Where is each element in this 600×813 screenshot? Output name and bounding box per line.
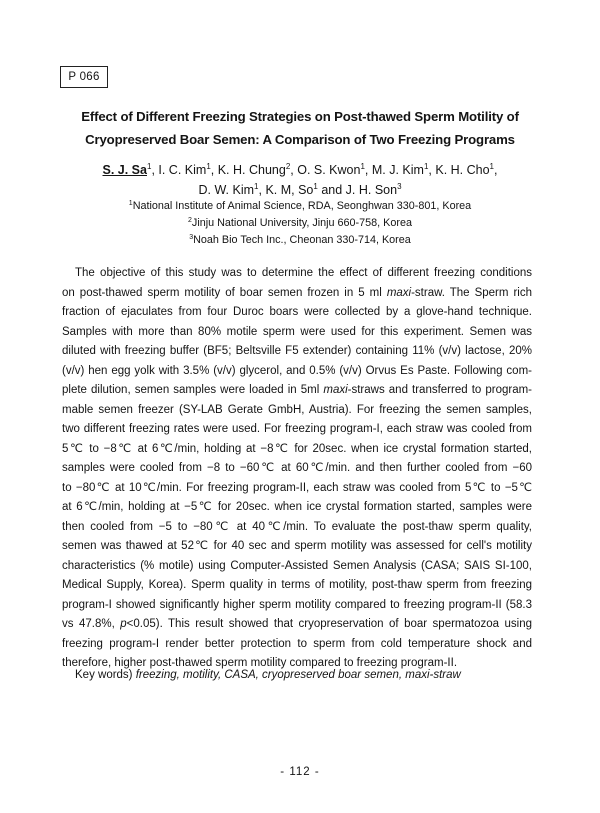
- abstract-line: samples were cooled from −8 to −60℃ at 60℃/min. and then further cooled from −60: [62, 462, 532, 474]
- abstract-line: then cooled from −5 to −80℃ at 40℃/min. To evaluate the post-thaw sperm quality,: [62, 520, 532, 533]
- abstract-line: therefore, higher post-thawed sperm motility compared to freezing program-II.: [62, 657, 458, 669]
- abstract-line: characteristics (% motile) using Computer-Assisted Semen Analysis (CASA; SAIS SI-100,: [62, 559, 532, 572]
- abstract-line: mable semen freezer (SY-LAB Gerate GmbH, Austria). For freezing the semen samples,: [62, 403, 532, 416]
- affiliation: $^1$National Institute of Animal Science, RDA, Seonghwan 330-801, Korea: [128, 200, 472, 212]
- abstract-line: semen was thawed at 52℃ for 40 sec and sperm motility was assessed for cell's motility: [62, 540, 532, 552]
- author: D. W. Kim: [198, 183, 255, 197]
- abstract-line: diluted with freezing buffer (BF5; Beltsville F5 extender) containing 11% (v/v) lactose, 20%: [62, 345, 532, 357]
- author: J. H. Son: [345, 183, 398, 197]
- keywords-label: Key words): [75, 669, 133, 681]
- author-line-2: D. W. Kim$^1$, K. M, So$^1$ and J. H. Son$^3$: [198, 182, 402, 197]
- affiliation: $^2$Jinju National University, Jinju 660-758, Korea: [188, 217, 412, 229]
- author: K. H. Chung: [217, 163, 286, 177]
- abstract-line: Samples with more than 80% motile sperm were used for this experiment. Semen was: [62, 325, 532, 338]
- abstract-line: Medical Supply, Korea). Sperm quality in terms of motility, post-thaw sperm from freezing: [62, 579, 532, 591]
- title-line-2: Cryopreserved Boar Semen: A Comparison of Two Freezing Programs: [85, 132, 515, 147]
- abstract-body: [62, 264, 532, 674]
- abstract-line: fraction of ejaculates from four Duroc boars were collected by a glove-hand technique.: [62, 306, 532, 318]
- author: O. S. Kwon: [297, 163, 361, 177]
- abstract-line: (v/v) hen egg yolk with 3.5% (v/v) glycerol, and 0.5% (v/v) Orvus Es Paste. Following com-: [62, 364, 532, 377]
- keywords-terms: freezing, motility, CASA, cryopreserved boar semen, maxi-straw: [135, 669, 461, 681]
- abstract-line: freezing program-I render better protection to sperm from cold temperature shock and: [62, 637, 532, 650]
- abstract-line: program-I showed significantly higher sperm motility compared to freezing program-II (58.3: [62, 598, 532, 611]
- poster-number-badge: P 066: [60, 66, 108, 88]
- abstract-line: to −80℃ at 10℃/min. For freezing program-II, each straw was cooled from 5℃ to −5℃: [62, 481, 532, 494]
- abstract-line: on post-thawed sperm motility of boar semen frozen in 5 ml maxi-straw. The Sperm rich: [62, 286, 532, 299]
- keywords: [75, 666, 545, 685]
- title-line-1: Effect of Different Freezing Strategies on Post-thawed Sperm Motility of: [81, 109, 519, 124]
- presenting-author: S. J. Sa: [102, 163, 147, 177]
- author: M. J. Kim: [371, 163, 424, 177]
- abstract-line: vs 47.8%, p<0.05). This result showed that cryopreservation of boar spermatozoa using: [62, 618, 532, 630]
- author-and: and: [321, 183, 343, 197]
- affiliation-list: [40, 198, 560, 249]
- page-number: - 112 -: [280, 766, 320, 778]
- author-list: [40, 160, 560, 200]
- paper-title: [40, 105, 560, 151]
- author: K. M, So: [265, 183, 314, 197]
- abstract-line: The objective of this study was to determine the effect of different freezing conditions: [75, 267, 532, 279]
- author-line-1: S. J. Sa$^1$, I. C. Kim$^1$, K. H. Chung$^2$, O. S. Kwon$^1$, M. J. Kim$^1$, K. H. Cho$^1$,: [102, 162, 498, 177]
- abstract-line: two different freezing rates were used. For freezing program-I, each straw was cooled from: [62, 423, 532, 435]
- author: I. C. Kim: [158, 163, 207, 177]
- author: K. H. Cho: [435, 163, 490, 177]
- affiliation: $^3$Noah Bio Tech Inc., Cheonan 330-714, Korea: [189, 234, 411, 246]
- abstract-line: plete dilution, semen samples were loaded in 5ml maxi-straws and transferred to program-: [62, 384, 532, 396]
- abstract-line: at 6℃/min, holding at −5℃ for 20sec. when ice crystal formation started, samples were: [62, 501, 532, 513]
- abstract-line: 5℃ to −8℃ at 6℃/min, holding at −8℃ for 20sec. when ice crystal formation started,: [62, 442, 532, 455]
